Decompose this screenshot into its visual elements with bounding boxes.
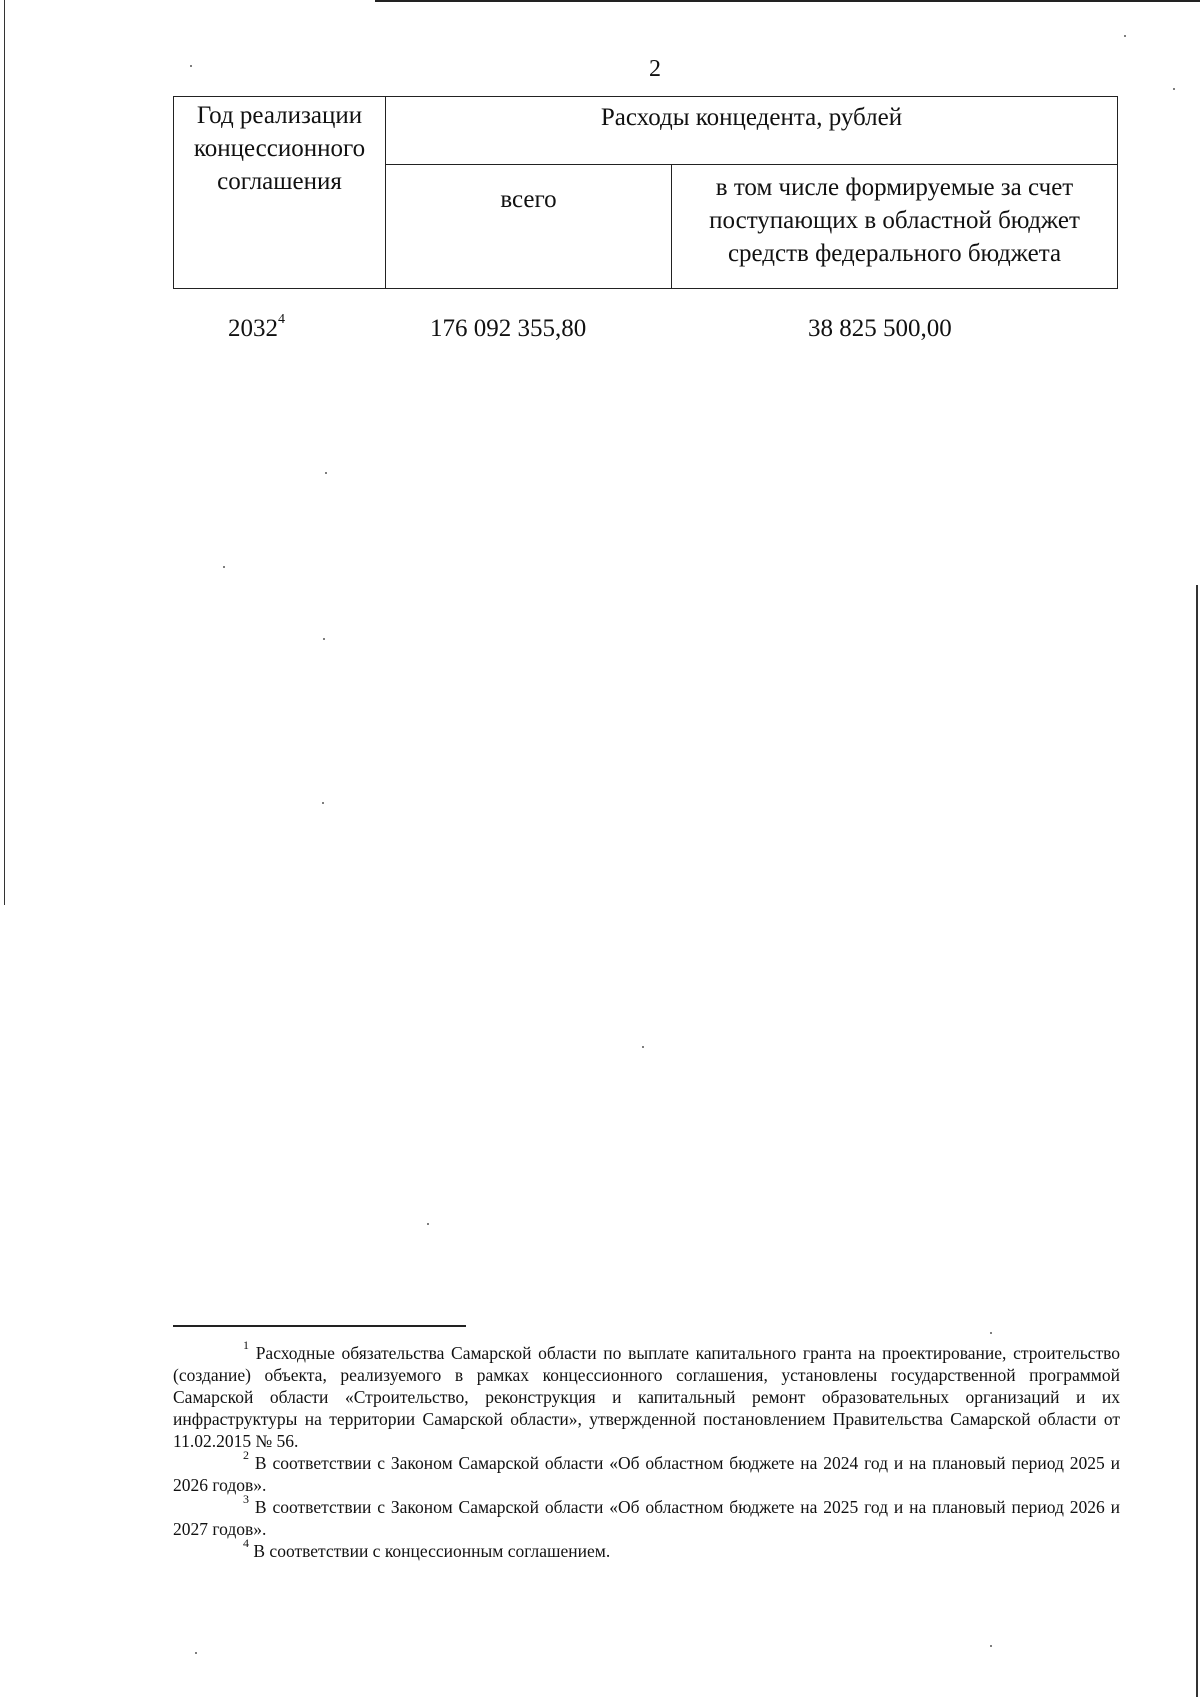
header-total: всего (386, 165, 672, 289)
header-federal: в том числе формируемые за счет поступающих в областной бюджет средств федерального бюджета (672, 165, 1118, 289)
footnote-2: $^2$ В соответствии с Законом Самарской области «Об областном бюджете на 2024 год и на плановый период 2025 и 2026 годов». (173, 1448, 1121, 1495)
footnote-3: $^3$ В соответствии с Законом Самарской области «Об областном бюджете на 2025 год и на плановый период 2026 и 2027 годов». (173, 1492, 1121, 1539)
expenses-table-header (173, 96, 1118, 289)
scan-edge-right (1196, 585, 1198, 1697)
scan-edge-top (375, 0, 1200, 2)
row-total: 176 092 355,80 (430, 315, 587, 342)
scan-edge-left (4, 0, 5, 905)
page-number: 2 (649, 56, 661, 82)
scan-speck (325, 472, 327, 474)
scan-speck (990, 1645, 992, 1647)
row-year: 2032$^4$ (228, 311, 285, 342)
footnote-4: $^4$ В соответствии с концессионным соглашением. (243, 1536, 611, 1561)
footnote-separator (173, 1325, 466, 1327)
footnote-ref: 4 (278, 311, 285, 327)
scan-speck (223, 566, 225, 568)
scan-speck (195, 1652, 197, 1654)
scan-speck (1124, 35, 1126, 37)
row-federal: 38 825 500,00 (808, 315, 952, 342)
header-year: Год реализации концессионного соглашения (174, 97, 386, 289)
scan-speck (322, 802, 324, 804)
footnotes (173, 1338, 1121, 1562)
scan-speck (190, 65, 192, 67)
header-expenses: Расходы концедента, рублей (386, 97, 1118, 165)
scan-speck (642, 1046, 644, 1048)
scan-speck (1173, 88, 1175, 90)
scan-speck (990, 1332, 992, 1334)
footnote-1: $^1$ Расходные обязательства Самарской области по выплате капитального гранта на проектирование, строительство (создание) объекта, реализуемого в рамках концессионного соглашения, установлены государственной программой Самарской области «Строительство, реконструкция и капитальный ремонт образовательных организаций и их инфраструктуры на территории Самарской области», утвержденной постановлением Правительства Самарской области от 11.02.2015 № 56. (173, 1338, 1120, 1451)
scan-speck (323, 638, 325, 640)
scan-speck (427, 1223, 429, 1225)
